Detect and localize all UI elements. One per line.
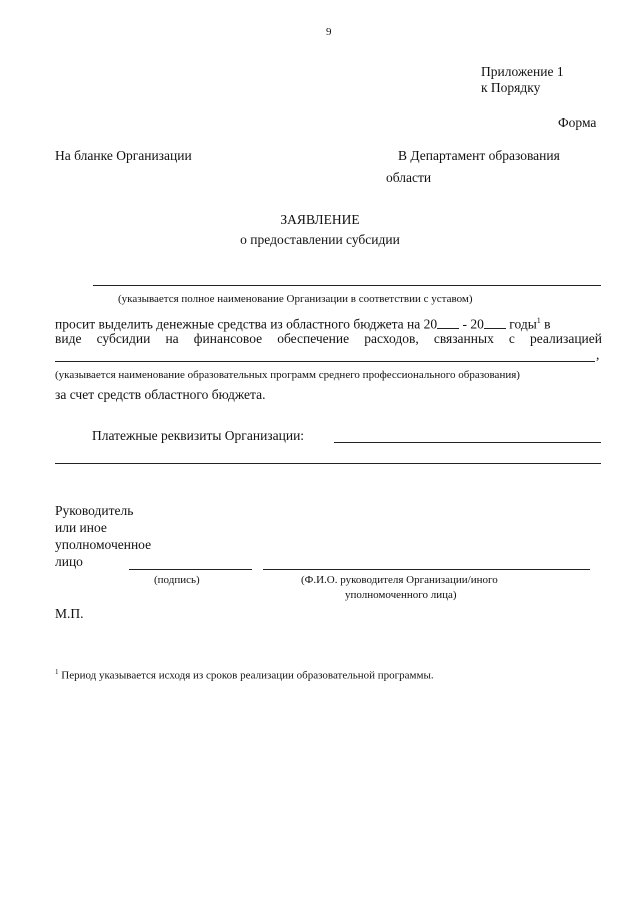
request-text — [55, 313, 551, 333]
payment-details-label: Платежные реквизиты Организации: — [92, 428, 305, 443]
signature-line — [129, 569, 252, 570]
footnote-mark: 1 — [55, 668, 59, 676]
full-name-line — [263, 569, 590, 570]
footnote-text: Период указывается исходя из сроков реализации образовательной программы. — [61, 669, 434, 682]
full-name-hint-line-1: (Ф.И.О. руководителя Организации/иного — [301, 574, 498, 586]
footnote — [55, 666, 434, 683]
programs-hint: (указывается наименование образовательных программ среднего профессионального образования) — [55, 369, 520, 381]
appendix-line-1: Приложение 1 — [481, 64, 564, 79]
request-years-word: годы — [509, 316, 537, 332]
payment-details-line-2 — [55, 463, 601, 464]
document-title: ЗАЯВЛЕНИЕ — [280, 212, 360, 227]
org-name-hint: (указывается полное наименование Организации в соответствии с уставом) — [118, 293, 473, 305]
full-name-hint-line-2: уполномоченного лица) — [345, 589, 457, 601]
addressee-line-2: области — [386, 170, 432, 185]
document-subtitle: о предоставлении субсидии — [240, 232, 400, 247]
signatory-line-2: или иное — [55, 520, 107, 535]
addressee-line-1: В Департамент образования — [398, 148, 560, 163]
letterhead-note: На бланке Организации — [55, 148, 192, 163]
signatory-line-4: лицо — [55, 554, 83, 569]
request-line-2: виде субсидии на финансовое обеспечение расходов, связанных с реализацией — [55, 331, 602, 346]
signatory-line-1: Руководитель — [55, 503, 134, 518]
appendix-line-2: к Порядку — [481, 80, 541, 95]
stamp-label: М.П. — [55, 606, 84, 621]
org-name-line — [93, 285, 601, 286]
year-blank-2 — [484, 318, 506, 329]
programs-line — [55, 361, 595, 362]
request-line-end: в — [544, 316, 551, 332]
programs-comma: , — [596, 347, 600, 362]
year-prefix-2: 20 — [470, 316, 484, 332]
signatory-line-3: уполномоченное — [55, 537, 152, 552]
payment-details-line-1 — [334, 442, 601, 443]
year-blank-1 — [437, 318, 459, 329]
request-before-years: просит выделить денежные средства из областного бюджета на 20 — [55, 316, 438, 332]
page-number: 9 — [326, 26, 332, 38]
signature-hint: (подпись) — [154, 574, 200, 586]
form-label: Форма — [558, 115, 597, 130]
footnote-ref: 1 — [536, 316, 541, 325]
request-dash: - — [462, 316, 468, 332]
budget-source: за счет средств областного бюджета. — [55, 387, 266, 402]
